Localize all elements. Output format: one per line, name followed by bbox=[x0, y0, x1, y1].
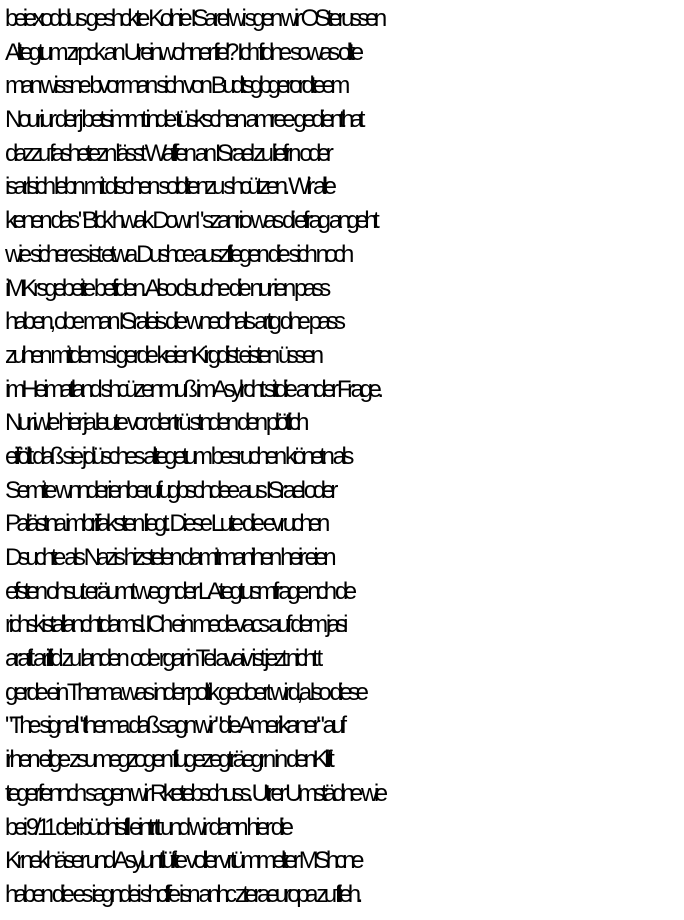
text-line: tegerfennch sagen wir Rketebschuss. Utrer Umstädne wie bbox=[5, 779, 384, 807]
body-text bbox=[5, 2, 684, 912]
text-line: Palästna imbrifaksten liegt. Diese Lute die evruchen bbox=[5, 510, 326, 538]
text-line: kenen das "Blck hwak Down" szanrio was di efrag angeht bbox=[5, 207, 376, 235]
text-line: "The signal" thema daß sagn wir "die Amerikaner" auf bbox=[5, 712, 343, 740]
text-line: Krnekhäser und Asyluntlüfte voller vrtümmelter MShcne bbox=[5, 847, 361, 875]
text-line: efsten ohsut eräumt wegnder LAtegtusmfrage nch de bbox=[5, 577, 353, 605]
text-line: eiföllt daß sie jdüsches altegetum besruchen könetn als bbox=[5, 442, 350, 470]
text-line: haben die es iegndei shcffe isn anhc zteraeuropa zu flieh. bbox=[5, 880, 359, 908]
text-line: Altegtum zrpck an Ureinwohner fiel? Ich fidne sowas ollte bbox=[5, 38, 360, 66]
text-line: isarlsich lebn mit dischen soldtenzu shcützen. Wir alle bbox=[5, 173, 333, 201]
text-line: Nouriur der j betsimmt inde tüskschen amree gedienthat bbox=[5, 106, 361, 134]
text-line: irhen eilge zsumegzogen flugezegträegrn in denKlift bbox=[5, 746, 331, 774]
text-line: zuhen mitdem si gerde keienKirgdist eisten üssen bbox=[5, 341, 320, 369]
text-line: beiexoddus geshckte Kolnie ISarel wi sgen wir OSterussen bbox=[5, 5, 383, 32]
text-line: wie sicher es ist etwa Dushce auszfliegen die sich noch bbox=[5, 240, 350, 268]
text-line: iMKrsgebeite befiden. Also dsuche die nur ien pass bbox=[5, 274, 327, 302]
text-line: Semite wnnderienberufugbschdee aus ISrael oder bbox=[5, 476, 334, 504]
text-line: bei 9/11 de rbüdnisfll eintrtt und wir dann hier die bbox=[5, 813, 290, 841]
text-line: richskistallanchtdamsl. ICh ein medevacs auf dem jasi bbox=[5, 611, 345, 639]
text-line: dazzu fashetezn lässt Waffen an ISrael zu liefrn oder bbox=[5, 139, 330, 167]
text-line: man wissne bvor man sich von Budtsgbgerordteem bbox=[5, 72, 346, 100]
text-line: haben, obe man ISraleis die wnedhals artg dne pass bbox=[5, 308, 342, 336]
text-line: imHeimatland shcüzenmuß imAsylrcht sitdie ander Frage. bbox=[5, 375, 380, 403]
text-line: gerde ein Thema was inder poltik gedoert wird,a lso diese bbox=[5, 678, 365, 706]
text-line: Nur iwle hier ja leute vor der trü stnden den plötlich bbox=[5, 409, 305, 437]
text-line: araft ariflid zu landen ode rgar inTel avaiv ist jezt nicht t bbox=[5, 645, 319, 673]
text-line: Dsuchte als Nazis hizstelen damitmanihen heir eien bbox=[5, 544, 333, 571]
